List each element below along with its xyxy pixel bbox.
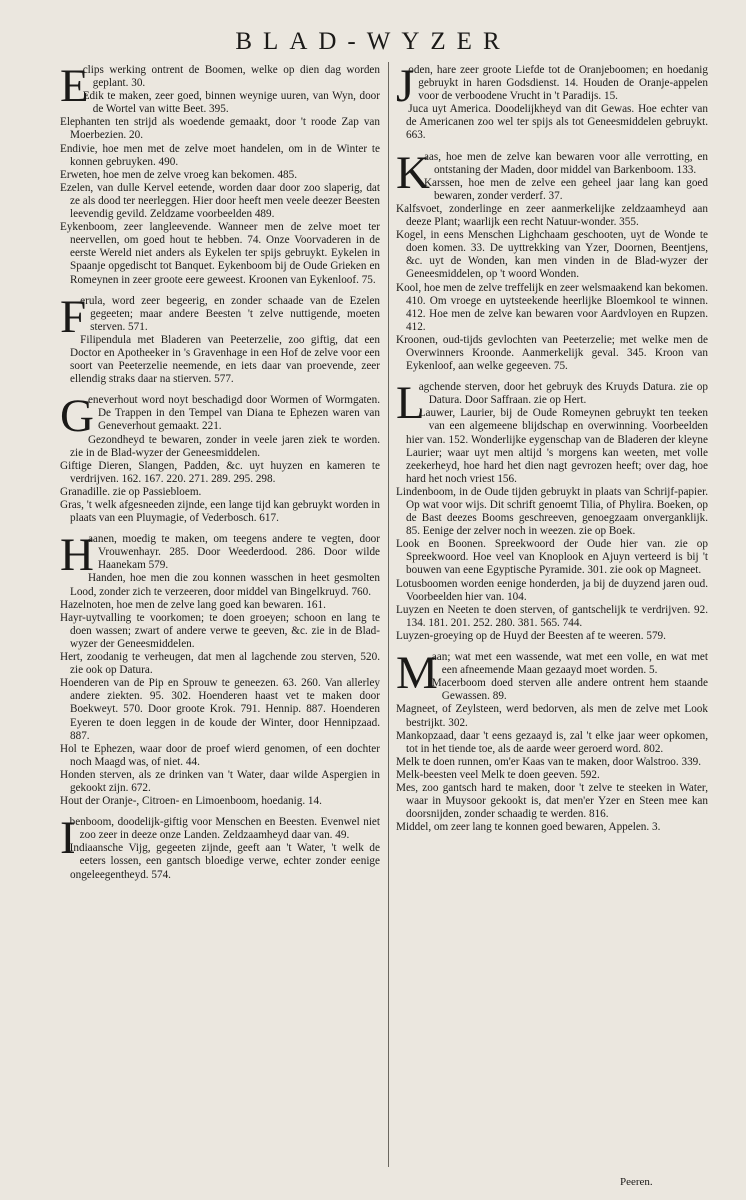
index-entry: Honden sterven, als ze drinken van 't Water, daar wilde Aspergien in gekookt zijn. 672. (60, 768, 380, 794)
index-entry: Hol te Ephezen, waar door de proef wierd genomen, of een dochter noch Maagd was, of niet. 44. (60, 742, 380, 768)
drop-cap: M (396, 647, 438, 700)
index-entry: Luyzen en Neeten te doen sterven, of gantschelijk te verdrijven. 92. 134. 181. 201. 252. 280. 381. 565. 744. (396, 603, 708, 629)
index-entry: Middel, om zeer lang te konnen goed bewaren, Appelen. 3. (396, 821, 661, 834)
index-entry: Kroonen, oud-tijds gevlochten van Peeterzelie; met welke men de Overwinners Kroonde. Aanmerkelijk geval. 345. Kroon van Eykenloof, aan welke gegeeven. 75. (396, 333, 708, 373)
index-entry: Kogel, in eens Menschen Lighchaam geschooten, uyt de Wonde te doen komen. 33. De uyttrekking van Yzer, Doornen, Beentjens, &c. uyt de Wonden, kan men vinden in de Blad-wyzer der Geneesmiddelen, op 't woord Wonden. (396, 229, 708, 281)
drop-cap: G (60, 390, 94, 443)
index-section (396, 146, 708, 374)
index-section (396, 647, 708, 834)
index-entry: Karssen, hoe men de zelve een geheel jaar lang kan goed bewaren, zonder verderf. 37. (423, 176, 708, 202)
index-entry: Indiaansche Vijg, gegeeten zijnde, geeft aan 't Water, 't welk de eeters lossen, een gantsch bloedige verwe, echter zonder eenige ongeleegentheyd. 574. (69, 842, 380, 881)
index-entry: Hazelnoten, hoe men de zelve lang goed kan bewaren. 161. (60, 598, 326, 611)
index-entry: Juca uyt America. Doodelijkheyd van dit Gewas. Hoe echter van de Americanen zoo wel ter spijs als tot Geneesmiddelen gebruykt. 663. (406, 103, 708, 142)
left-column (60, 64, 380, 1174)
index-entry: Lindenboom, in de Oude tijden gebruykt in plaats van Schrijf-papier. Op wat voor wijs. Dit schrift genoemt Tilia, of Phylira. Boeken, op de Bast deezes Booms geschreeven, genoegzaam onverganklijk. 85. Eenige der zelver noch in weezen. zie op Boek. (396, 485, 708, 538)
index-entry: Erweten, hoe men de zelve vroeg kan bekomen. 485. (60, 168, 298, 181)
index-entry: Magneet, of Zeylsteen, werd bedorven, als men de zelve met Look bestrijkt. 302. (396, 703, 708, 729)
index-entry: Elephanten ten strijd als woedende gemaakt, door 't roode Zap van Moerbezien. 20. (60, 116, 380, 142)
drop-cap: I (60, 812, 76, 865)
index-section (60, 529, 380, 808)
index-entry: Look en Boonen. Spreekwoord der Oude hier van. zie op Spreekwoord. Hoe veel van Knoplook en Ajuyn verteerd is bij 't bouwen van eene Egyptische Pyramide. 301. zie ook op Magneet. (396, 538, 708, 577)
index-entry: Luyzen-groeying op de Huyd der Beesten af te weeren. 579. (396, 629, 666, 642)
index-section (60, 64, 380, 287)
index-entry: Filipendula met Bladeren van Peeterzelie, zoo giftig, dat een Doctor en Apotheeker in 's Gravenhage in een Hof de zelve voor een soort van Peeterzelie neemende, en iets daar van proevende, zeer ellendig straks daar na stierven. 577. (70, 333, 380, 386)
index-entry: Giftige Dieren, Slangen, Padden, &c. uyt huyzen en kameren te verdrijven. 162. 167. 220. 271. 289. 295. 298. (60, 459, 380, 485)
index-section (60, 390, 380, 525)
column-divider (388, 62, 389, 1167)
index-entry: Mes, zoo gantsch hard te maken, door 't zelve te steeken in Water, waar in Muysoor gekookt is, dat men'er Yzer en Steen mee kan doorsnijden, zonder schaadig te werden. 816. (396, 781, 708, 821)
index-entry: Endivie, hoe men met de zelve moet handelen, om in de Winter te konnen gebruyken. 490. (60, 142, 380, 168)
drop-cap: H (60, 529, 94, 582)
index-entry: erula, word zeer begeerig, en zonder schaade van de Ezelen gegeeten; maar andere Beesten 't zelve nuttigende, moeten sterven. 571. (80, 294, 380, 333)
index-entry: Hoenderen van de Pip en Sprouw te geneezen. 63. 260. Van allerley andere ziekten. 95. 302. Hoenderen haast vet te maken door Boekweyt. 570. Door groote Krok. 791. Hennip. 887. Hoenderen Eyeren te doen leggen in de koude der Winter, door Hennipzaad. 887. (60, 677, 380, 742)
index-entry: Hayr-uytvalling te voorkomen; te doen groeyen; schoon en lang te doen wassen; zwart of andere verwe te geeven, &c. zie in de Blad-wyzer der Geneesmiddelen. (60, 611, 380, 650)
drop-cap: L (396, 377, 425, 430)
drop-cap: F (60, 290, 87, 343)
index-entry: aanen, moedig te maken, om teegens andere te vegten, door Vrouwenhayr. 285. Door Weederdood. 286. Door wilde Haanekam 579. (87, 533, 380, 572)
index-entry: Macerboom doed sterven alle andere ontrent hem staande Gewassen. 89. (431, 677, 708, 703)
index-entry: Handen, hoe men die zou konnen wasschen in heet gesmolten Lood, zonder zich te verzeeren, door middel van Bingelkruyd. 760. (70, 572, 380, 598)
index-entry: Lotusboomen worden eenige honderden, ja bij de duyzend jaren oud. Voorbeelden hier van. 104. (396, 577, 708, 603)
index-section (396, 377, 708, 643)
index-section (396, 64, 708, 143)
index-entry: eneverhout word noyt beschadigd door Wormen of Wormgaten. De Trappen in den Tempel van Diana te Ephezen waren van Geneverhout gemaakt. 221. (87, 394, 380, 433)
index-entry: Ezelen, van dulle Kervel eetende, worden daar door zoo slaperig, dat ze als dood ter neerleggen. Hier door heeft men veele deezer Beesten leevendig gevild. Zeldzame voorbeelden 489. (60, 181, 380, 221)
catchword: Peeren. (620, 1176, 653, 1188)
drop-cap: K (396, 146, 430, 199)
index-entry: Gezondheyd te bewaren, zonder in veele jaren ziek te worden. zie in de Blad-wyzer der Geneesmiddelen. (70, 433, 380, 459)
index-entry: Hout der Oranje-, Citroen- en Limoenboom, hoedanig. 14. (60, 795, 322, 808)
index-entry: benboom, doodelijk-giftig voor Menschen en Beesten. Evenwel niet zoo zeer in deeze onze Landen. Zeldzaamheyd daar van. 49. (69, 816, 380, 842)
index-entry: Melk-beesten veel Melk te doen geeven. 592. (396, 768, 600, 781)
page-title: BLAD-WYZER (235, 28, 511, 55)
index-entry: Lauwer, Laurier, bij de Oude Romeynen gebruykt ten teeken van een algemeene blijdschap en overwinning. Voorbeelden hier van. 152. Wonderlijke eygenschap van de Bladeren der kleyne Laurier; waar uyt men altijd 's morgens kan weeten, met volle zeekerheyd, hoe hard het dien nagt gevrozen heeft; over dag, hoe hard het noch vriest 156. (406, 407, 708, 485)
index-section (60, 290, 380, 387)
index-entry: clips werking ontrent de Boomen, welke op dien dag worden geplant. 30. (82, 64, 380, 90)
index-entry: Granadille. zie op Passiebloem. (60, 485, 202, 498)
index-section (60, 812, 380, 881)
index-entry: agchende sterven, door het gebruyk des Kruyds Datura. zie op Datura. Door Saffraan. zie op Hert. (418, 381, 708, 407)
index-entry: oden, hare zeer groote Liefde tot de Oranjeboomen; en hoedanig gebruykt in haren Godsdienst. 14. Houden de Oranje-appelen voor de verboodene Vrucht in 't Paradijs. 15. (408, 64, 708, 103)
index-entry: Edik te maken, zeer goed, binnen weynige uuren, van Wyn, door de Wortel van witte Beet. 395. (82, 90, 380, 116)
index-entry: Melk te doen runnen, om'er Kaas van te maken, door Walstroo. 339. (396, 755, 702, 768)
index-entry: Gras, 't welk afgesneeden zijnde, een lange tijd kan gebruykt worden in plaats van een Pluymagie, of Vederbosch. 617. (60, 499, 380, 525)
index-entry: Kalfsvoet, zonderlinge en zeer aanmerkelijke zeldzaamheyd aan deeze Plant; waarlijk een recht Natuur-wonder. 355. (396, 202, 708, 229)
index-entry: Kool, hoe men de zelve treffelijk en zeer welsmaakend kan bekomen. 410. Om vroege en uytsteekende heerlijke Bloemkool te winnen. 412. Hoe men de zelve kan bewaren voor Aardvloyen en Rupzen. 412. (396, 281, 708, 333)
index-entry: Eykenboom, zeer langleevende. Wanneer men de zelve moet ter neervellen, om goed hout te hebben. 74. Onze Voorvaderen in de eerste Wereld niet anders als Eykelen ter spijs gebruykt. Eykelen in Spaanje opgedischt tot Banquet. Eykenboom bij de Oude Grieken en Romeynen in zeer groote eere geweest. Kroonen van Eykenloof. 75. (60, 221, 380, 286)
index-entry: Hert, zoodanig te verheugen, dat men al lagchende zou sterven, 520. zie ook op Datura. (60, 651, 380, 677)
index-entry: Mankopzaad, daar 't eens gezaayd is, zal 't elke jaar weer opkomen, tot in het tiende toe, als de aarde weer geroerd word. 802. (396, 729, 708, 755)
right-column (396, 64, 708, 1174)
drop-cap: E (60, 64, 89, 112)
index-entry: aan; wat met een wassende, wat met een volle, en wat met een afneemende Maan gezaayd moet worden. 5. (431, 651, 708, 677)
drop-cap: J (396, 64, 415, 112)
index-entry: aas, hoe men de zelve kan bewaren voor alle verrotting, en ontstaning der Maden, door middel van Barkenboom. 133. (423, 150, 708, 176)
